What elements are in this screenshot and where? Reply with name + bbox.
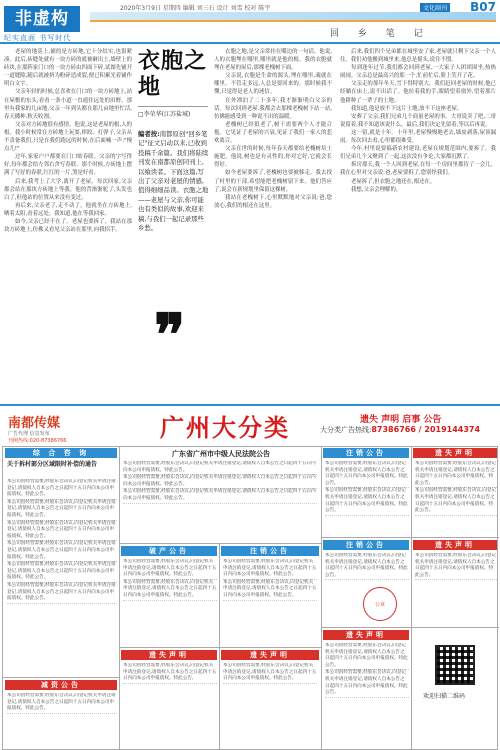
paragraph: 今年,村里说要搞新农村建设,老屋在规划范围内,要拆了。我们兄弟几个又聚到了一起,这次没有争论,大家都沉默了。	[340, 146, 496, 161]
divider	[119, 543, 321, 544]
ad-box-heading: 遗失声明	[413, 540, 497, 550]
ad-box-body	[415, 461, 497, 535]
ad-text: 本公司因经营需要,经股东会决议,向登记机关申请注销登记,请债权人自本公告之日起四十五日内向本公司申报债权。特此公告。	[325, 553, 409, 580]
paragraph: 每到逢年过节,我们都会回到老屋,一大家子人团团围坐,热热闹闹。父亲总是最高兴的那一个,忙前忙后,脸上笑开了花。	[340, 65, 496, 80]
welcome-text: 欢迎扫描二维码	[423, 693, 466, 700]
article	[4, 48, 496, 400]
paragraph: 老屋的地基上,铺的是方砖地,它十分结实,也很紧凑。此后,砖缝处就有一块方砖的就被砸出土,墙壁上的砖块,在那阵家门口的一块方砖由四面下碎,试图先铺开一道缝隙,随后就被挤为粉碎造成裂,便已积累光着铺作明白文字。	[4, 49, 132, 88]
ad-box-body	[415, 553, 497, 625]
paragraph: 衣胞之地,是父亲常挂在嘴边的一句话。他说,人的衣胞埋在哪里,哪里就是他的根。我的衣胞就埋在老屋的屋后,那棵老槐树下面。	[214, 49, 332, 72]
ad-text: 本公司因经营需要,经股东会决议,向登记机关申请注销登记,请债权人自本公告之日起四十五日内向本公司申报债权。特此公告。	[7, 541, 117, 562]
ad-box-body	[223, 559, 317, 645]
section-logo: 非虚构	[4, 6, 80, 32]
ad-text: 本公司因经营需要,经股东会决议,向登记机关申请注销登记,请债权人自本公告之日起四十五日内向本公司申报债权。特此公告。	[325, 488, 409, 515]
ad-text: 本公司因经营需要,经股东会决议,向登记机关申请注销登记,请债权人自本公告之日起四十五日内向本公司申报债权。特此公告。	[123, 461, 317, 475]
ad-box-body	[325, 461, 409, 535]
ad-text: 本公司因经营需要,经股东会决议,向登记机关申请注销登记,请债权人自本公告之日起四十五日内向本公司申报债权。特此公告。	[7, 693, 117, 714]
ad-text: 本公司因经营需要,经股东会决议,向登记机关申请注销登记,请债权人自本公告之日起四十五日内向本公司申报债权。特此公告。	[123, 489, 317, 503]
header-stripe	[90, 20, 496, 22]
article-column-2	[214, 48, 332, 400]
paragraph: 拆房那天,我一个人回到老屋,在每一个房间里都待了一会儿。我在心里对父亲说:爸,老屋要拆了,您别怪我们。	[340, 162, 496, 177]
ad-text: 本公司因经营需要,经股东会决议,向登记机关申请注销登记,请债权人自本公告之日起四十五日内向本公司申报债权。特此公告。	[415, 461, 497, 488]
article-column-3	[340, 48, 496, 400]
paragraph: 我知道,他是放不下这片土地,放不下这座老屋。	[351, 105, 463, 112]
ad-text: 本公司因经营需要,经股东会决议,向登记机关申请注销登记,请债权人自本公告之日起四十五日内向本公司申报债权。特此公告。	[415, 488, 497, 515]
ad-text: 本公司因经营需要,经股东会决议,向登记机关申请注销登记,请债权人自本公告之日起四十五日内向本公司申报债权。特此公告。	[325, 643, 409, 670]
ad-text: 本公司因经营需要,经股东会决议,向登记机关申请注销登记,请债权人自本公告之日起四十五日内向本公司申报债权。特此公告。	[325, 670, 409, 697]
divider	[3, 677, 119, 678]
classified-ads-section	[0, 404, 500, 750]
ad-text: 本公司因经营需要,经股东会决议,向登记机关申请注销登记,请债权人自本公告之日起四十五日内向本公司申报债权。特此公告。	[223, 663, 317, 684]
ad-box-heading: 遗失声明	[121, 650, 217, 660]
ad-text: 本公司因经营需要,经股东会决议,向登记机关申请注销登记,请债权人自本公告之日起四十五日内向本公司申报债权。特此公告。	[7, 562, 117, 583]
ad-box-heading: 遗失声明	[221, 650, 319, 660]
ad-box-heading: 遗失声明	[323, 630, 409, 640]
editor-note-lead: 编者按:	[138, 130, 160, 138]
editor-note	[138, 130, 210, 233]
ad-box-heading: 遗失声明	[413, 448, 497, 458]
ad-phone	[320, 425, 480, 435]
ad-text: 本公司因经营需要,经股东会决议,向登记机关申请注销登记,请债权人自本公告之日起四十五日内向本公司申报债权。特此公告。	[7, 500, 117, 521]
ad-box-heading: 注销公告	[323, 540, 409, 550]
ad-text: 本公司因经营需要,经股东会决议,向登记机关申请注销登记,请债权人自本公告之日起四十五日内向本公司申报债权。特此公告。	[223, 559, 317, 580]
ad-brand-tagline: 广告代理 信息发布	[8, 431, 50, 437]
quote-mark-icon: ❞	[154, 301, 186, 369]
ad-text: 本公司因经营需要,经股东会决议,向登记机关申请注销登记,请债权人自本公告之日起四十五日内向本公司申报债权。特此公告。	[7, 583, 117, 604]
ad-box-heading: 减资公告	[5, 680, 117, 690]
ad-box-body	[325, 643, 409, 747]
ad-grid	[2, 446, 498, 750]
title-block	[138, 48, 208, 118]
paragraph: 我想,父亲会理解的。	[351, 186, 402, 193]
header-bar	[90, 12, 496, 20]
ad-text: 本公司因经营需要,经股东会决议,向登记机关申请注销登记,请债权人自本公告之日起四十五日内向本公司申报债权。特此公告。	[7, 479, 117, 500]
paragraph: 父亲在世的时候,每年春天都要给老槐树培土施肥。他说,树也是有灵性的,你对它好,它就会长得好。	[214, 146, 332, 169]
ad-box-body	[123, 663, 217, 747]
paragraph: 我站在老槐树下,心里默默地对父亲说:爸,您放心,我们的根还在这里。	[214, 194, 332, 209]
ad-section-title: 广州大分类	[160, 413, 290, 442]
page-badge: 文化副刊	[420, 3, 450, 12]
paragraph: 过年,家家户户都要在门口贴春联。父亲的字写得好,每年都会给左邻右舍写春联。那个时候,方砖地上摆满了写好的春联,红红的一片,煞是好看。	[4, 154, 132, 177]
ad-text: 本公司因经营需要,经股东会决议,向登记机关申请注销登记,请债权人自本公告之日起四十五日内向本公司申报债权。特此公告。	[123, 580, 217, 601]
ad-brand-logo: 南都传媒	[8, 416, 61, 431]
ad-box-heading: 注销公告	[323, 448, 409, 458]
ad-box-heading: 注销公告	[221, 546, 319, 556]
court-notice-title: 广东省广州市中级人民法院公告	[172, 450, 270, 458]
ad-text: 本公司因经营需要,经股东会决议,向登记机关申请注销登记,请债权人自本公告之日起四十五日内向本公司申报债权。特此公告。	[123, 559, 217, 580]
notice-heading: 遗失 声明 启事 公告	[360, 415, 442, 425]
ad-text: 本公司因经营需要,经股东会决议,向登记机关申请注销登记,请债权人自本公告之日起四十五日内向本公司申报债权。特此公告。	[123, 663, 217, 684]
ad-text: 本公司因经营需要,经股东会决议,向登记机关申请注销登记,请债权人自本公告之日起四十五日内向本公司申报债权。特此公告。	[7, 521, 117, 542]
paragraph: 父亲对方砖地很有感情。他说,这是老屋的根,人的根。我小时候常在方砖地上玩耍,摔跤、打弹子,父亲从不责备我们,只是在我们跑远的时候,在后面喊一声:"慢点儿!"	[4, 121, 132, 153]
ad-text: 本公司因经营需要,经股东会决议,向登记机关申请注销登记,请债权人自本公告之日起四十五日内向本公司申报债权。特此公告。	[415, 553, 497, 580]
divider	[321, 627, 499, 628]
divider	[119, 647, 321, 648]
divider	[411, 447, 412, 749]
paragraph: 后来,我们四个兄弟都在城里安了家,老屋就只剩下父亲一个人住。我们劝他搬到城里来,他总是摇头,说住不惯。	[340, 49, 496, 64]
ad-box-body	[7, 693, 117, 747]
article-title: 衣胞之地	[138, 48, 208, 100]
page-number: B07	[470, 0, 496, 14]
divider	[219, 543, 220, 749]
ad-text: 本公司因经营需要,经股东会决议,向登记机关申请注销登记,请债权人自本公告之日起四十五日内向本公司申报债权。特此公告。	[223, 580, 317, 601]
ad-box-body	[223, 663, 317, 747]
qr-code-icon[interactable]	[435, 645, 475, 685]
divider	[321, 447, 322, 749]
ad-brand-hotline: 刊例热线:020-87386766	[8, 438, 67, 444]
ad-phone-label: 大分类广告热线:	[320, 426, 372, 434]
stamp-icon: 公章	[363, 587, 397, 621]
section-title: 回 乡 笔 记	[330, 29, 431, 39]
editor-note-text: 南都原创"回乡笔记"征文启动以来,已收到投稿千余篇。我们将陆续刊发在南都原创同刊上,以飨读者。下面这篇,写出了父亲对老屋的情感,值得细细品读。衣胞之地——老屋与父亲,你可能也有类似的故事,欢迎来稿,与我们一起记录那些乡愁。	[138, 130, 209, 233]
paragraph: 在外漂泊了二十多年,我才渐渐明白父亲的话。每次回到老屋,我都会去那棵老槐树下站一站,仿佛能感受到一种说不出的温暖。	[214, 97, 332, 120]
ad-box-body	[7, 479, 117, 675]
ad-text: 本公司因经营需要,经股东会决议,向登记机关申请注销登记,请债权人自本公告之日起四十五日内向本公司申报债权。特此公告。	[123, 475, 317, 489]
ad-box-heading: 综 合 咨 询	[5, 448, 117, 458]
article-column-1	[4, 48, 132, 400]
paragraph: 安葬了父亲,我们兄弟几个商量老屋的事。大哥说卖了吧,二哥说留着,我不知道该说什么。最后,我们决定先留着,等以后再说。	[340, 113, 496, 128]
paragraph: 父亲年轻的时候,总喜欢在门口的一块方砖地上,站在屋檐的东头,看看一条小道一直通往远处的田野。那里有我家的几亩地,父亲一年到头都在那几亩地里忙活,春天播种,秋天收割。	[4, 89, 132, 120]
ad-text: 本公司因经营需要,经股东会决议,向登记机关申请注销登记,请债权人自本公告之日起四十五日内向本公司申报债权。特此公告。	[325, 461, 409, 488]
paragraph: 再后来,父亲老了,走不动了。他就坐在方砖地上,晒着太阳,看着远处。我知道,他在等我回家。	[4, 202, 132, 217]
ad-box-body	[123, 559, 217, 645]
masthead	[0, 0, 500, 44]
ad-phone-numbers: 87386766 / 2019144374	[371, 425, 481, 434]
date-line: 2020年3月9日 星期四 编辑 刘三石 设计 刘雪 校对 陈宇	[120, 5, 271, 12]
divider	[119, 447, 120, 749]
divider	[321, 537, 499, 538]
paragraph: 这一留,就是十年。十年里,老屋慢慢地老去,墙皮剥落,屋顶漏雨。每次回去看,心里都很难受。	[340, 129, 496, 145]
ad-box-heading: 破产公告	[121, 546, 217, 556]
announcement-title: 关于拆村部分区域限时补偿的通告	[7, 461, 98, 468]
paragraph: 如今老屋要拆了,老槐树也要被移走。我去找了村里的干部,希望能把老槐树留下来。他们答应了,说会在新规划里保留这棵树。	[214, 170, 332, 193]
paragraph: 父亲走的那年冬天,雪下得特别大。我们赶回老屋的时候,他已经躺在床上,说不出话了。他拉着我的手,眼睛望着窗外,望着那片他耕种了一辈子的土地。	[340, 81, 496, 104]
paragraph: 老屋拆了,但衣胞之地还在,根还在。	[351, 178, 436, 185]
court-notice-body	[123, 461, 317, 541]
paragraph: 后来,我考上了大学,离开了老屋。每次回家,父亲都会站在那块方砖地上等我。他的背渐渐驼了,头发也白了,但他站的位置从来没有变过。	[4, 178, 132, 201]
paragraph: 老槐树已经很老了,树干需要两个人才能合抱。它见证了老屋的兴衰,见证了我们一家人的悲欢离合。	[214, 121, 332, 145]
logo-subtitle: 纪实直面 书写时代	[4, 34, 72, 42]
article-byline: □李荣华(江苏盐城)	[138, 106, 208, 118]
paragraph: 如今,父亲已经不在了。老屋也要拆了。我站在那块方砖地上,仿佛又看见父亲站在那里,向我招手。	[4, 218, 132, 234]
paragraph: 父亲说,衣胞是生命的源头,埋在哪里,魂就在哪里。不管走多远,人总是要回来的。那时候我不懂,只觉得是老人的迷信。	[214, 73, 332, 96]
